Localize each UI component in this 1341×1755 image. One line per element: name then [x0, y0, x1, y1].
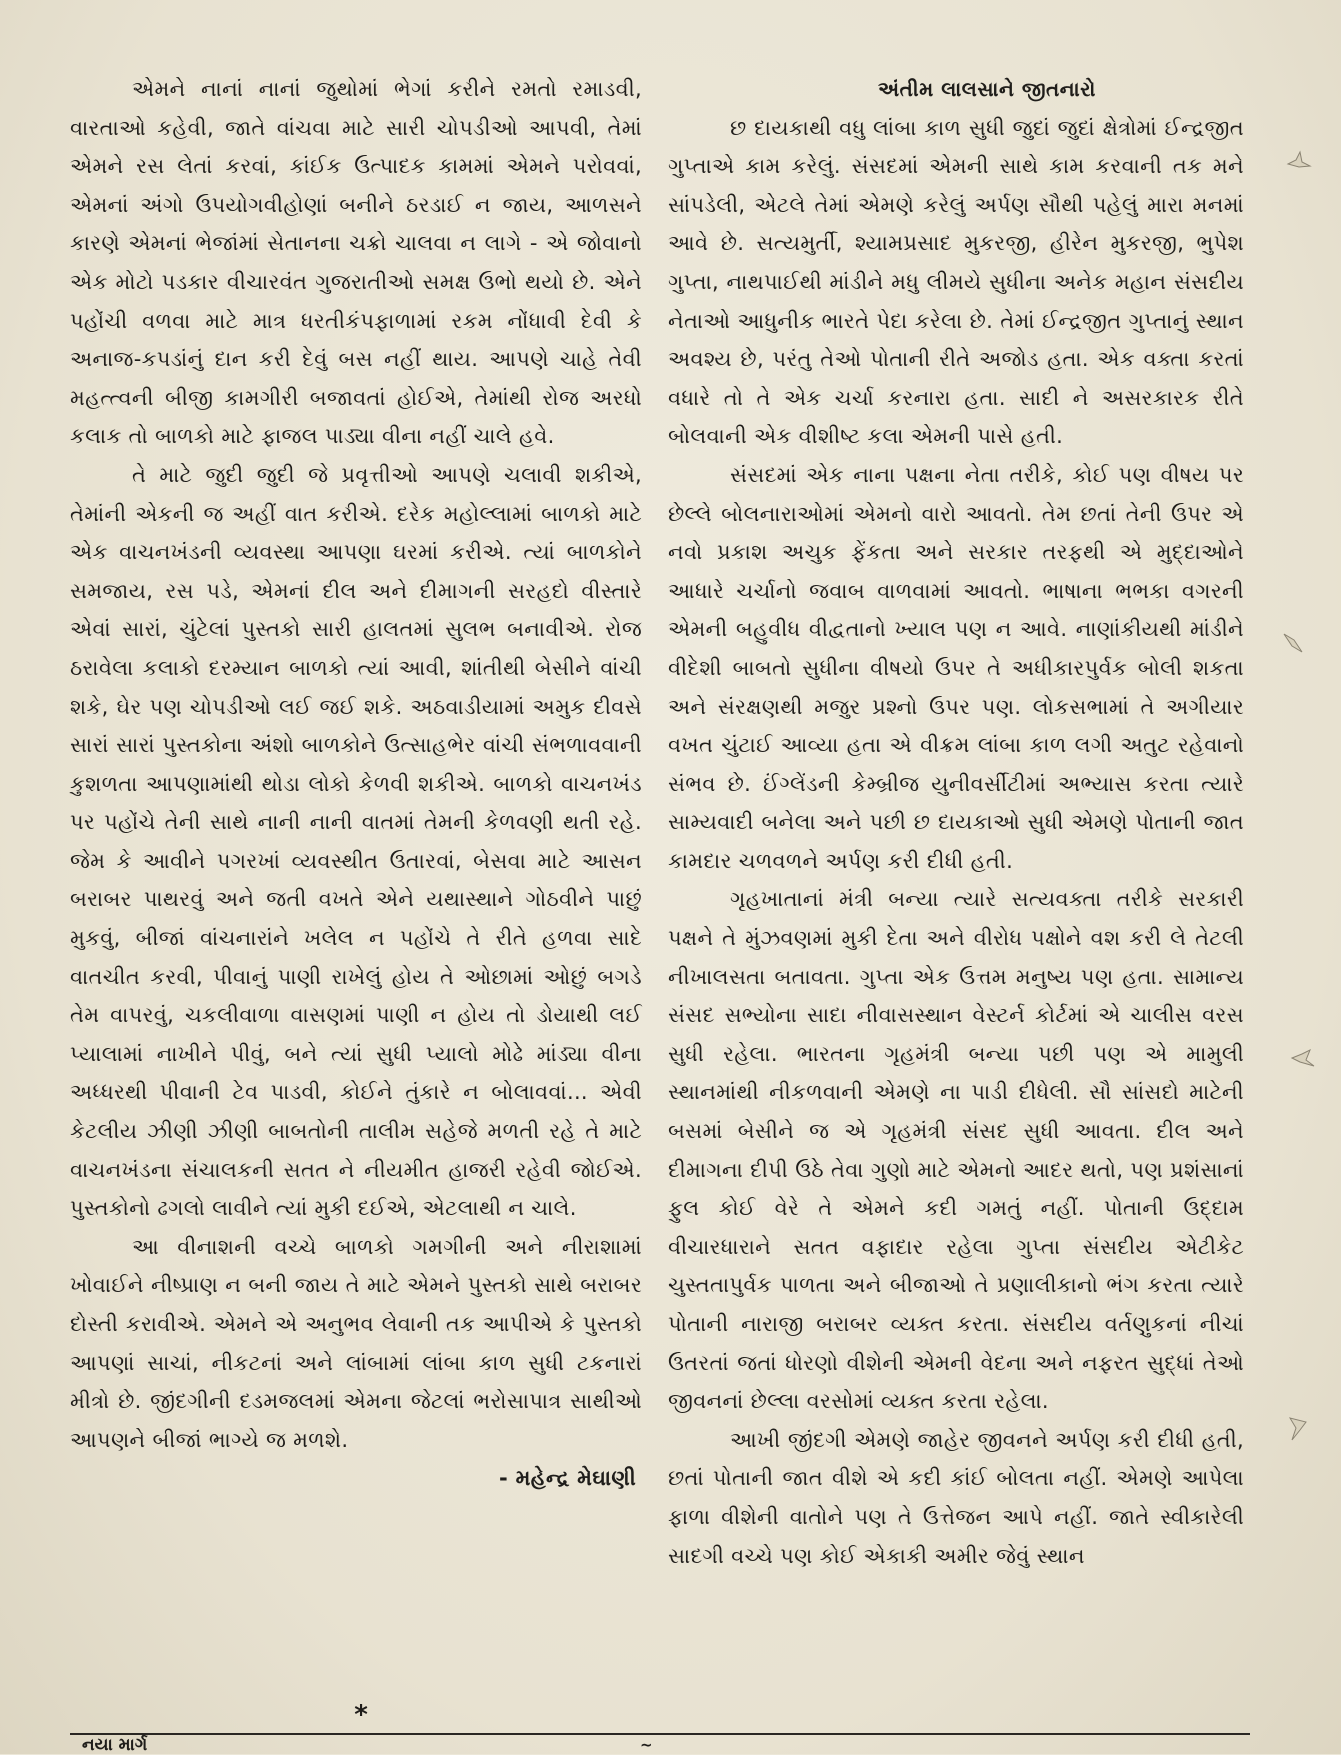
paper-tear-mark: [1290, 1046, 1316, 1072]
footer-rule: [70, 1733, 1250, 1735]
right-paragraph-3: ગૃહખાતાનાં મંત્રી બન્યા ત્યારે સત્યવક્તા તરીકે સરકારી પક્ષને તે મુંઝવણમાં મુકી દેતા અને વીરોધ પક્ષોને વશ કરી લે તેટલી નીખાલસતા બતાવતા. ગુપ્તા એક ઉત્તમ મનુષ્ય પણ હતા. સામાન્ય સંસદ સભ્યોના સાદા નીવાસસ્થાન વેસ્ટર્ન કોર્ટમાં એ ચાલીસ વરસ સુધી રહેલા. ભારતના ગૃહમંત્રી બન્યા પછી પણ એ મામુલી સ્થાનમાંથી નીકળવાની એમણે ના પાડી દીધેલી. સૌ સાંસદો માટેની બસમાં બેસીને જ એ ગૃહમંત્રી સંસદ સુધી આવતા. દીલ અને દીમાગના દીપી ઉઠે તેવા ગુણો માટે એમનો આદર થતો, પણ પ્રશંસાનાં ફુલ કોઈ વેરે તે એમને કદી ગમતું નહીં. પોતાની ઉદ્દામ વીચારધારાને સતત વફાદાર રહેલા ગુપ્તા સંસદીય એટીકેટ ચુસ્તતાપુર્વક પાળતા અને બીજાઓ તે પ્રણાલીકાનો ભંગ કરતા ત્યારે પોતાની નારાજી બરાબર વ્યક્ત કરતા. સંસદીય વર્તણુકનાં નીચાં ઉતરતાં જતાં ધોરણો વીશેની એમની વેદના અને નફરત સુદ્ધાં તેઓ જીવનનાં છેલ્લા વરસોમાં વ્યક્ત કરતા રહેલા.: [668, 887, 1244, 1414]
paper-tear-mark: [1284, 1416, 1310, 1442]
article-heading: અંતીમ લાલસાને જીતનારો: [878, 77, 1096, 101]
right-paragraph-4: આખી જીંદગી એમણે જાહેર જીવનને અર્પણ કરી દીધી હતી, છતાં પોતાની જાત વીશે એ કદી કાંઈ બોલતા નહીં. એમણે આપેલા ફાળા વીશેની વાતોને પણ તે ઉત્તેજન આપે નહીં. જાતે સ્વીકારેલી સાદગી વચ્ચે પણ કોઈ એકાકી અમીર જેવું સ્થાન: [668, 1427, 1244, 1568]
left-column: [70, 70, 642, 1498]
left-paragraph-3: આ વીનાશની વચ્ચે બાળકો ગમગીની અને નીરાશામાં ખોવાઈને નીષ્પ્રાણ ન બની જાય તે માટે એમને પુસ્તકો સાથે બરાબર દોસ્તી કરાવીએ. એમને એ અનુભવ લેવાની તક આપીએ કે પુસ્તકો આપણાં સાચાં, નીકટનાં અને લાંબામાં લાંબા કાળ સુધી ટકનારાં મીત્રો છે. જીંદગીની દડમજલમાં એમના જેટલાં ભરોસાપાત્ર સાથીઓ આપણને બીજાં ભાગ્યે જ મળશે.: [70, 1234, 642, 1452]
page-mark: ~: [640, 1736, 653, 1754]
right-paragraph-1: છ દાયકાથી વધુ લાંબા કાળ સુધી જુદાં જુદાં ક્ષેત્રોમાં ઈન્દ્રજીત ગુપ્તાએ કામ કરેલું. સંસદમાં એમની સાથે કામ કરવાની તક મને સાંપડેલી, એટલે તેમાં એમણે કરેલું અર્પણ સૌથી પહેલું મારા મનમાં આવે છે. સત્યમુર્તી, શ્યામપ્રસાદ મુકરજી, હીરેન મુકરજી, ભુપેશ ગુપ્તા, નાથપાઈથી માંડીને મધુ લીમયે સુધીના અનેક મહાન સંસદીય નેતાઓ આધુનીક ભારતે પેદા કરેલા છે. તેમાં ઈન્દ્રજીત ગુપ્તાનું સ્થાન અવશ્ય છે, પરંતુ તેઓ પોતાની રીતે અજોડ હતા. એક વક્તા કરતાં વધારે તો તે એક ચર્ચા કરનારા હતા. સાદી ને અસરકારક રીતે બોલવાની એક વીશીષ્ટ કલા એમની પાસે હતી.: [668, 115, 1244, 449]
right-paragraph-2: સંસદમાં એક નાના પક્ષના નેતા તરીકે, કોઈ પણ વીષય પર છેલ્લે બોલનારાઓમાં એમનો વારો આવતો. તેમ છતાં તેની ઉપર એ નવો પ્રકાશ અચુક ફેંકતા અને સરકાર તરફથી એ મુદ્દાઓને આધારે ચર્ચાનો જવાબ વાળવામાં આવતો. ભાષાના ભભકા વગરની એમની બહુવીધ વીદ્વતાનો ખ્યાલ પણ ન આવે. નાણાંકીયથી માંડીને વીદેશી બાબતો સુધીના વીષયો ઉપર તે અધીકારપુર્વક બોલી શકતા અને સંરક્ષણથી મજુર પ્રશ્નો ઉપર પણ. લોકસભામાં તે અગીયાર વખત ચુંટાઈ આવ્યા હતા એ વીક્રમ લાંબા કાળ લગી અતુટ રહેવાનો સંભવ છે. ઈંગ્લેંડની કેમ્બ્રીજ યુનીવર્સીટીમાં અભ્યાસ કરતા ત્યારે સામ્યવાદી બનેલા અને પછી છ દાયકાઓ સુધી એમણે પોતાની જાત કામદાર ચળવળને અર્પણ કરી દીધી હતી.: [668, 462, 1244, 873]
author-signature: - મહેન્દ્ર મેઘાણી: [498, 1466, 636, 1491]
left-paragraph-2: તે માટે જુદી જુદી જે પ્રવૃત્તીઓ આપણે ચલાવી શકીએ, તેમાંની એકની જ અહીં વાત કરીએ. દરેક મહોલ્લામાં બાળકો માટે એક વાચનખંડની વ્યવસ્થા આપણા ઘરમાં કરીએ. ત્યાં બાળકોને સમજાય, રસ પડે, એમનાં દીલ અને દીમાગની સરહદો વીસ્તારે એવાં સારાં, ચુંટેલાં પુસ્તકો સારી હાલતમાં સુલભ બનાવીએ. રોજ ઠરાવેલા કલાકો દરમ્યાન બાળકો ત્યાં આવી, શાંતીથી બેસીને વાંચી શકે, ઘેર પણ ચોપડીઓ લઈ જઈ શકે. અઠવાડીયામાં અમુક દીવસે સારાં સારાં પુસ્તકોના અંશો બાળકોને ઉત્સાહભેર વાંચી સંભળાવવાની કુશળતા આપણામાંથી થોડા લોકો કેળવી શકીએ. બાળકો વાચનખંડ પર પહોંચે તેની સાથે નાની નાની વાતમાં તેમની કેળવણી થતી રહે. જેમ કે આવીને પગરખાં વ્યવસ્થીત ઉતારવાં, બેસવા માટે આસન બરાબર પાથરવું અને જતી વખતે એને યથાસ્થાને ગોઠવીને પાછું મુકવું, બીજાં વાંચનારાંને ખલેલ ન પહોંચે તે રીતે હળવા સાદે વાતચીત કરવી, પીવાનું પાણી રાખેલું હોય તે ઓછામાં ઓછું બગડે તેમ વાપરવું, ચકલીવાળા વાસણમાં પાણી ન હોય તો ડોયાથી લઈ પ્યાલામાં નાખીને પીવું, બને ત્યાં સુધી પ્યાલો મોઢે માંડ્યા વીના અધ્ધરથી પીવાની ટેવ પાડવી, કોઈને તુંકારે ન બોલાવવાં... એવી કેટલીય ઝીણી ઝીણી બાબતોની તાલીમ સહેજે મળતી રહે તે માટે વાચનખંડના સંચાલકની સતત ને નીયમીત હાજરી રહેવી જોઈએ. પુસ્તકોનો ઢગલો લાવીને ત્યાં મુકી દઈએ, એટલાથી ન ચાલે.: [70, 462, 642, 1221]
publication-name: નયા માર્ગ: [82, 1735, 148, 1755]
paper-tear-mark: [1280, 630, 1306, 656]
paper-tear-mark: [1286, 150, 1312, 176]
left-paragraph-1: એમને નાનાં નાનાં જુથોમાં ભેગાં કરીને રમતો રમાડવી, વારતાઓ કહેવી, જાતે વાંચવા માટે સારી ચોપડીઓ આપવી, તેમાં એમને રસ લેતાં કરવાં, કાંઈક ઉત્પાદક કામમાં એમને પરોવવાં, એમનાં અંગો ઉપયોગવીહોણાં બનીને ઠરડાઈ ન જાય, આળસને કારણે એમનાં ભેજાંમાં સેતાનના ચક્રો ચાલવા ન લાગે - એ જોવાનો એક મોટો પડકાર વીચારવંત ગુજરાતીઓ સમક્ષ ઉભો થયો છે. એને પહોંચી વળવા માટે માત્ર ધરતીકંપફાળામાં રકમ નોંધાવી દેવી કે અનાજ-કપડાંનું દાન કરી દેવું બસ નહીં થાય. આપણે ચાહે તેવી મહત્ત્વની બીજી કામગીરી બજાવતાં હોઈએ, તેમાંથી રોજ અરધો કલાક તો બાળકો માટે ફાજલ પાડ્યા વીના નહીં ચાલે હવે.: [70, 77, 642, 449]
right-column: [668, 70, 1244, 1575]
section-separator: *: [354, 1700, 368, 1730]
